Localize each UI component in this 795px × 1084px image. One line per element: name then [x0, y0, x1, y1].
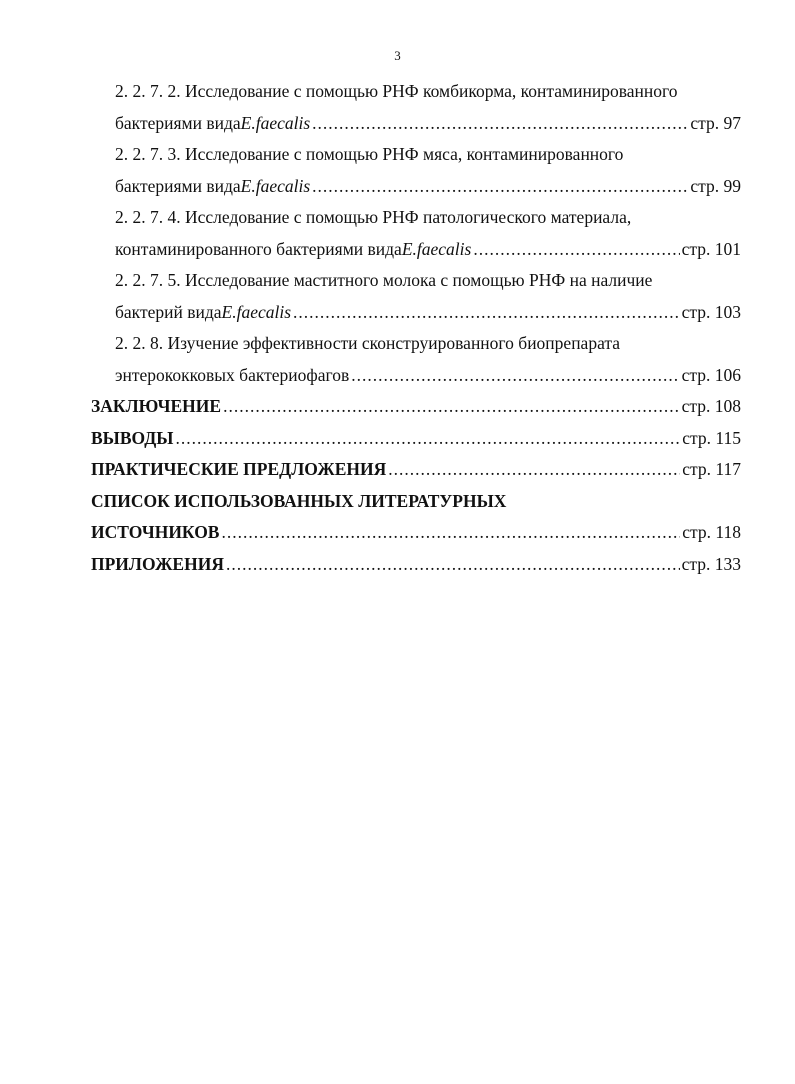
- leader-dots: [351, 360, 679, 392]
- leader-dots: [223, 391, 680, 423]
- toc-section-title: ЗАКЛЮЧЕНИЕ: [91, 396, 222, 416]
- toc-entry-page: стр. 106: [681, 364, 741, 385]
- table-of-contents: [91, 76, 741, 580]
- toc-entry-page: стр. 97: [690, 112, 741, 133]
- toc-entry-title: 2. 2. 7. 2. Исследование с помощью РНФ комбикорма, контаминированного: [115, 81, 678, 101]
- toc-entry-2-2-7-5-title[interactable]: [91, 265, 741, 297]
- toc-entry-species: E.faecalis: [221, 301, 292, 322]
- toc-entry-page: стр. 99: [690, 175, 741, 196]
- toc-entry-2-2-7-3-title[interactable]: [91, 139, 741, 171]
- toc-entry-text: бактериями вида: [115, 175, 241, 196]
- leader-dots: [312, 108, 688, 140]
- toc-entry-title: 2. 2. 7. 5. Исследование маститного молока с помощью РНФ на наличие: [115, 270, 653, 290]
- toc-entry-species: E.faecalis: [401, 238, 472, 259]
- toc-section-conclusion[interactable]: [91, 391, 741, 423]
- toc-entry-2-2-8-line[interactable]: [91, 360, 741, 392]
- toc-section-title: ПРИЛОЖЕНИЯ: [91, 553, 224, 574]
- toc-section-page: стр. 118: [682, 522, 741, 542]
- toc-entry-2-2-7-2-title[interactable]: [91, 76, 741, 108]
- toc-section-page: стр. 115: [682, 427, 741, 448]
- leader-dots: [473, 234, 679, 266]
- toc-section-references-title[interactable]: [91, 486, 741, 518]
- toc-section-practical[interactable]: [91, 454, 741, 486]
- toc-section-page: стр. 108: [681, 396, 741, 416]
- toc-section-title: ПРАКТИЧЕСКИЕ ПРЕДЛОЖЕНИЯ: [91, 459, 387, 479]
- toc-entry-title: 2. 2. 7. 3. Исследование с помощью РНФ мяса, контаминированного: [115, 144, 624, 164]
- leader-dots: [388, 454, 680, 486]
- toc-entry-2-2-7-3-line[interactable]: [91, 171, 741, 203]
- toc-entry-title: 2. 2. 7. 4. Исследование с помощью РНФ патологического материала,: [115, 207, 632, 227]
- toc-entry-text: бактериями вида: [115, 112, 241, 133]
- toc-entry-species: E.faecalis: [240, 175, 311, 196]
- toc-section-page: стр. 117: [682, 459, 741, 479]
- toc-section-title: ИСТОЧНИКОВ: [91, 522, 220, 542]
- toc-entry-2-2-7-2-line[interactable]: [91, 108, 741, 140]
- toc-entry-text: бактерий вида: [115, 301, 222, 322]
- toc-entry-2-2-8-title[interactable]: [91, 328, 741, 360]
- toc-entry-species: E.faecalis: [240, 112, 311, 133]
- leader-dots: [226, 549, 680, 581]
- toc-entry-2-2-7-4-line[interactable]: [91, 234, 741, 266]
- toc-section-title: ВЫВОДЫ: [91, 427, 174, 448]
- leader-dots: [221, 517, 680, 549]
- toc-entry-page: стр. 103: [681, 301, 741, 322]
- toc-section-references[interactable]: [91, 517, 741, 549]
- toc-entry-title: 2. 2. 8. Изучение эффективности сконструированного биопрепарата: [115, 333, 621, 353]
- page-number: 3: [394, 48, 401, 63]
- toc-entry-text: энтерококковых бактериофагов: [115, 364, 350, 385]
- toc-section-title: СПИСОК ИСПОЛЬЗОВАННЫХ ЛИТЕРАТУРНЫХ: [91, 490, 507, 511]
- toc-entry-2-2-7-5-line[interactable]: [91, 297, 741, 329]
- leader-dots: [293, 297, 680, 329]
- toc-section-page: стр. 133: [681, 553, 741, 574]
- toc-entry-2-2-7-4-title[interactable]: [91, 202, 741, 234]
- toc-section-findings[interactable]: [91, 423, 741, 455]
- leader-dots: [176, 423, 681, 455]
- toc-entry-text: контаминированного бактериями вида: [115, 238, 402, 259]
- toc-entry-page: стр. 101: [681, 238, 741, 259]
- toc-section-appendices[interactable]: [91, 549, 741, 581]
- leader-dots: [312, 171, 688, 203]
